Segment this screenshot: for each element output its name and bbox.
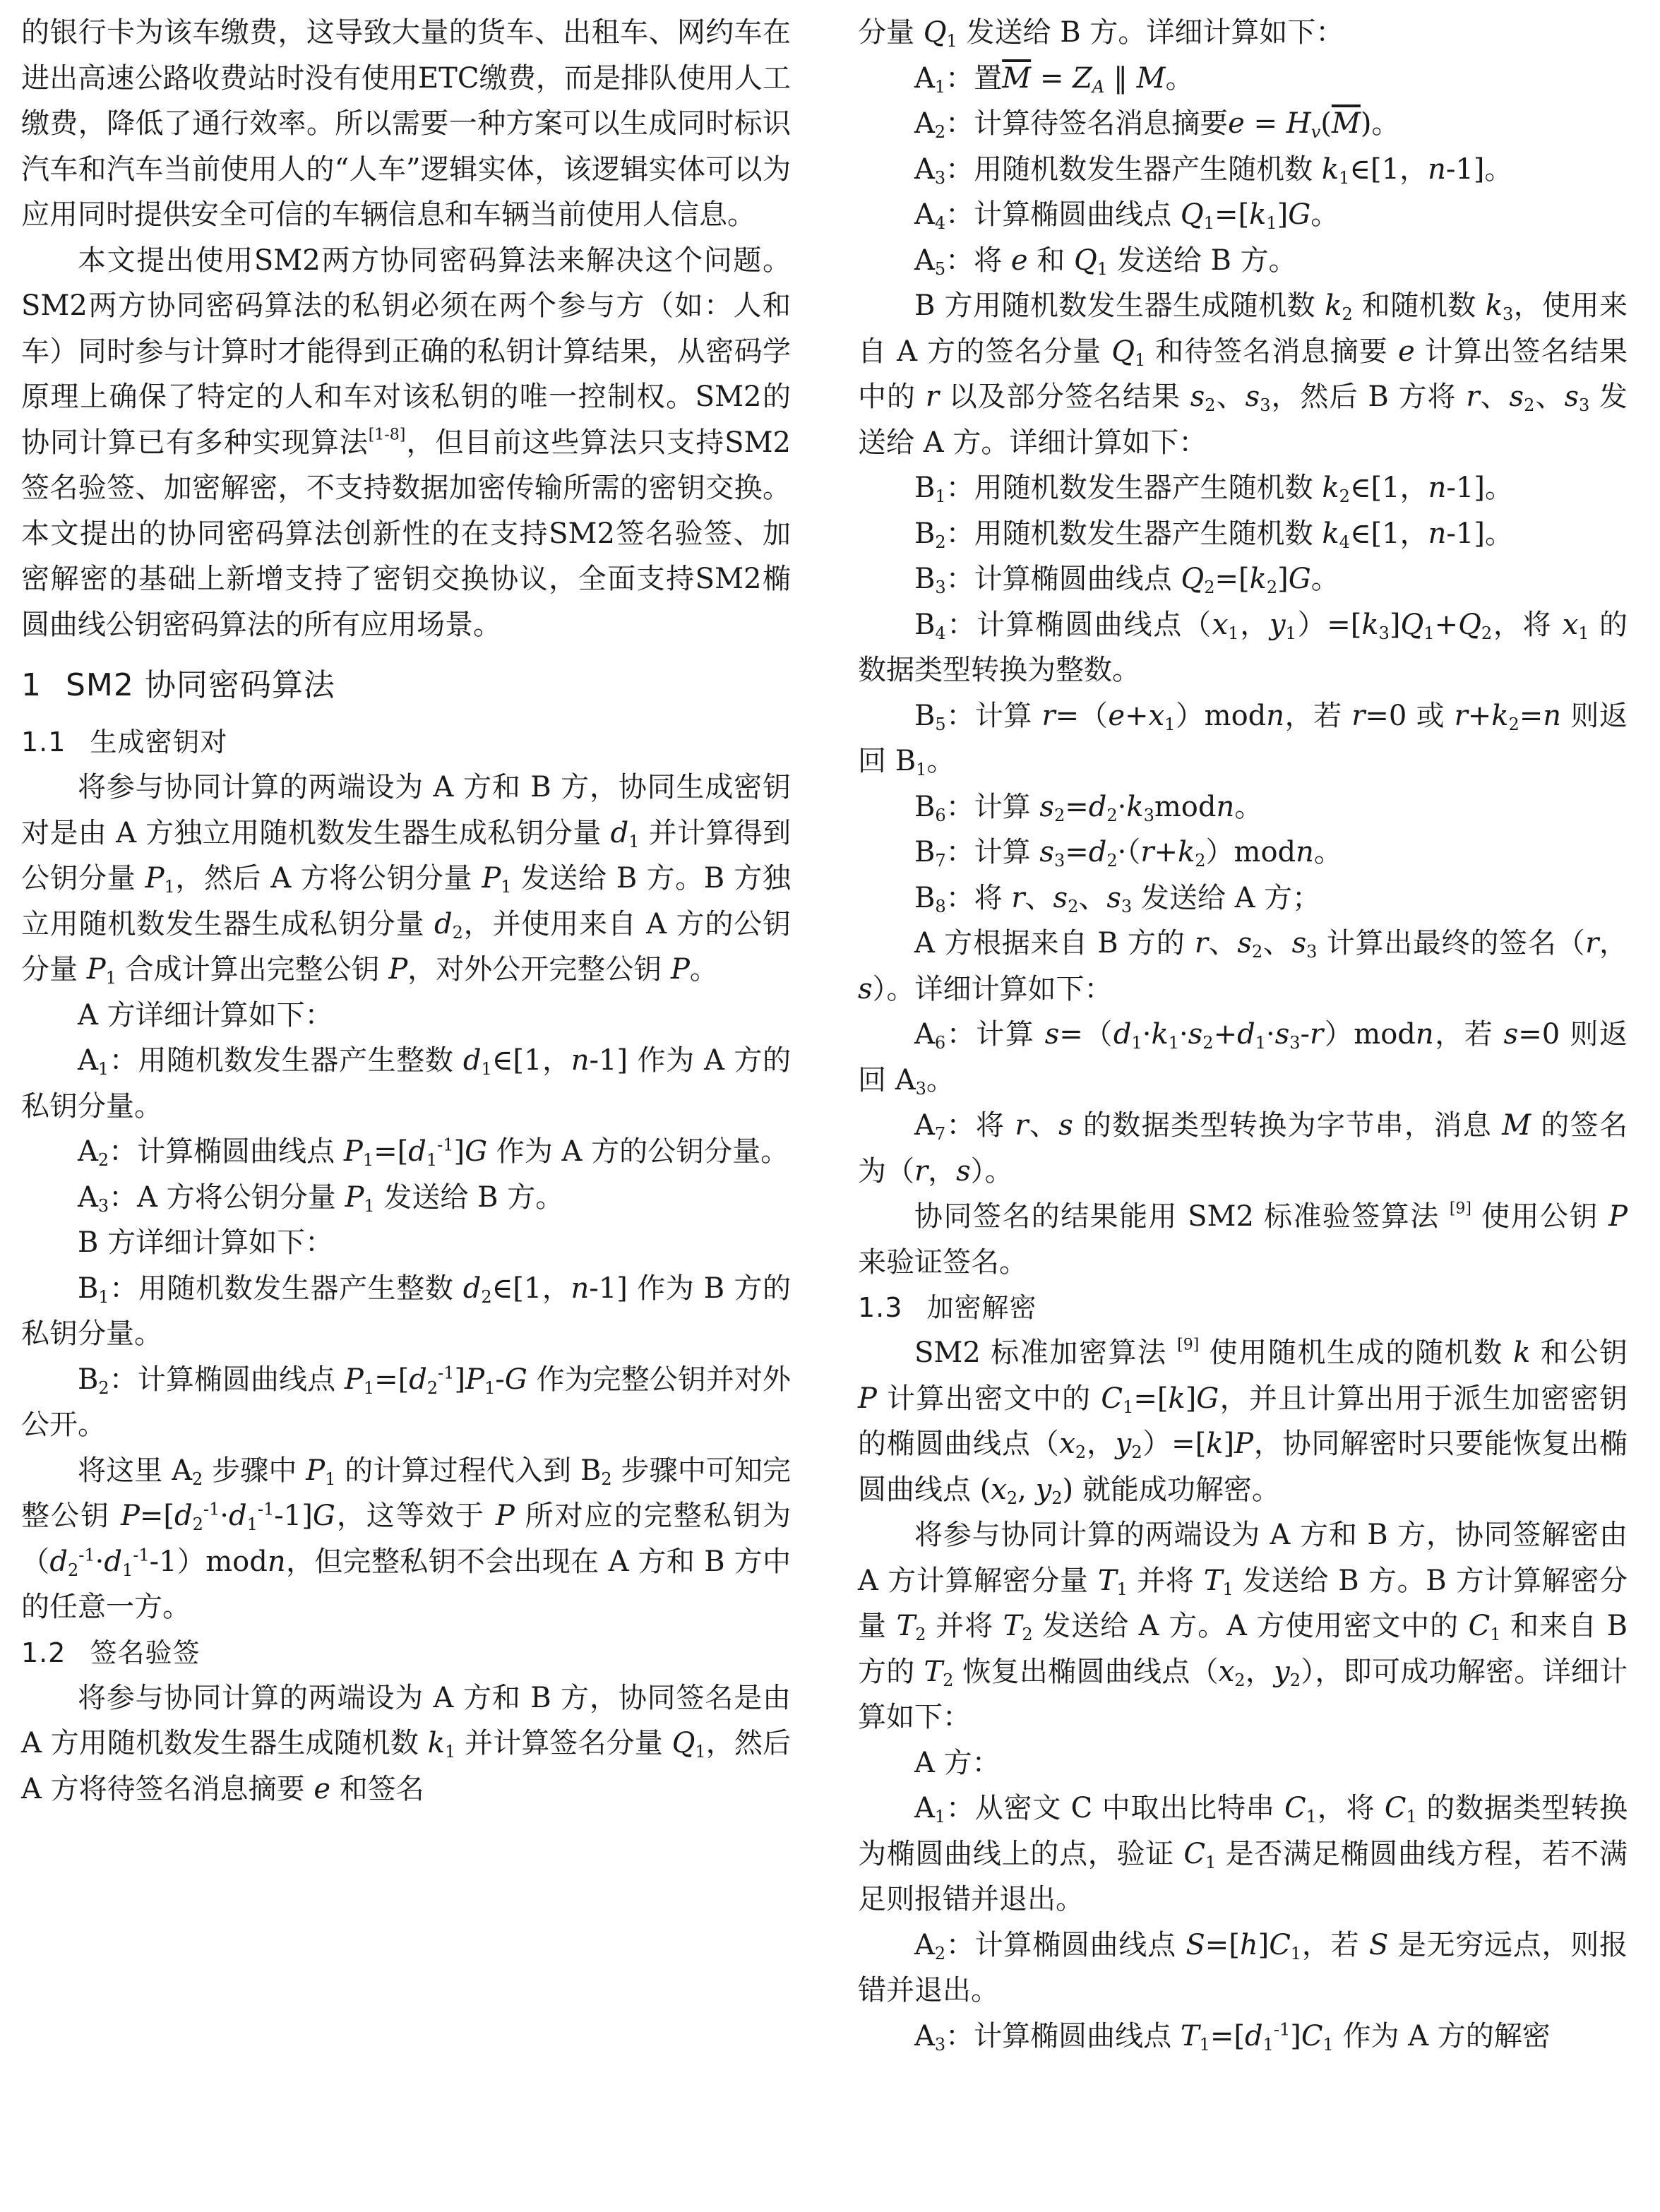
paragraph-text: ，但目前这些算法只支持SM2签名验签、加密解密，不支持数据加密传输所需的密钥交换。本文提出的协同密码算法创新性的在支持SM2签名验签、加密解密的基础上新增支持了密钥交换协议，全面支持SM2椭圆曲线公钥密码算法的所有应用场景。 [21,426,791,641]
citation: [1-8] [368,425,406,443]
section-number: 1.2 [21,1637,66,1668]
step: $A_4$：计算椭圆曲线点 $Q_1=[k_1]G$。 [914,198,1339,234]
paragraph: A 方： [914,1746,1001,1779]
step: $B_5$：计算 $r=(e+x_1)modn$，若 r=0 或 $r+k_2=n$ 则返回 $B_1$。 [858,699,1628,780]
section-heading [21,657,791,714]
subsection-heading [21,1630,791,1675]
paragraph: B 方用随机数发生器生成随机数 $k_2$ 和随机数 $k_3$，使用来自 A 方的签名分量 $Q_1$ 和待签名消息摘要 e 计算出签名结果中的 r 以及部分签名结果 $s_2$、$s_3$，然后 B 方将 r、$s_2$、$s_3$ 发送给 A 方。详细计算如下： [858,289,1628,459]
step-text: ：A 方将公钥分量 [109,1180,336,1214]
step: $A_7$：将 r、s 的数据类型转换为字节串，消息 M 的签名为（r，s）。 [858,1109,1628,1188]
step: $B_2$：计算椭圆曲线点 $P_1=[d_2^{-1}]P_1-G$ 作为完整公钥并对外公开。 [21,1363,791,1441]
step: $A_3$：用随机数发生器产生随机数 $k_1\in[1$，n-1]。 [914,153,1513,188]
paragraph: 将参与协同计算的两端设为 A 方和 B 方，协同签解密由 A 方计算解密分量 $T_1$ 并将 $T_1$ 发送给 B 方。B 方计算解密分量 $T_2$ 并将 $T_2$ 发送给 A 方。A 方使用密文中的 $C_1$ 和来自 B 方的 $T_2$ 恢复出椭圆曲线点（$x_2$，$y_2$），即可成功解密。详细计算如下： [858,1519,1628,1733]
step: $A_2$：计算待签名消息摘要$e = H_v(\overline{M})$。 [914,107,1400,143]
paragraph: A 方根据来自 B 方的 r、$s_2$、$s_3$ 计算出最终的签名（r，s）。详细计算如下： [858,927,1628,1005]
step: $B_7$：计算 $s_3=d_2\cdot(r+k_2)modn$。 [914,836,1342,871]
left-column [21,10,791,1812]
paragraph: B 方详细计算如下： [78,1226,334,1259]
paragraph-text: 本文提出使用SM2两方协同密码算法来解决这个问题。SM2两方协同密码算法的私钥必须在两个参与方（如：人和车）同时参与计算时才能得到正确的私钥计算结果，从密码学原理上确保了特定的人和车对该私钥的唯一控制权。SM2的协同计算已有多种实现算法 [21,244,791,459]
section-title: 加密解密 [926,1292,1037,1323]
subsection-heading [858,1285,1628,1330]
section-number: 1.3 [858,1292,903,1323]
section-title: 签名验签 [90,1637,201,1668]
step: $A_3$：A 方将公钥分量 $P_1$ 发送给 B 方。 [78,1180,564,1216]
paragraph: 将参与协同计算的两端设为 A 方和 B 方，协同生成密钥对是由 A 方独立用随机数发生器生成私钥分量 $d_1$ 并计算得到公钥分量 $P_1$，然后 A 方将公钥分量 $P_1$ 发送给 B 方。B 方独立用随机数发生器生成私钥分量 $d_2$，并使用来自 A 方的公钥分量 $P_1$ 合成计算出完整公钥 P，对外公开完整公钥 P。 [21,771,792,988]
step: $A_6$：计算 $s=(d_1\cdot k_1\cdot s_2+d_1\cdot s_3-r)modn$，若 s=0 则返回 $A_3$。 [858,1018,1628,1099]
paragraph: 将参与协同计算的两端设为 A 方和 B 方，协同签名是由 A 方用随机数发生器生成随机数 $k_1$ 并计算签名分量 $Q_1$，然后 A 方将待签名消息摘要 e 和签名 [21,1681,791,1805]
step: $B_2$：用随机数发生器产生随机数 $k_4\in[1$，n-1]。 [914,517,1513,552]
step: $B_4$：计算椭圆曲线点（$x_1$，$y_1)=[k_3]Q_1+Q_2$，将 $x_1$ 的数据类型转换为整数。 [858,608,1628,686]
section-number: 1 [21,667,42,703]
step: $A_5$：将 e 和 $Q_1$ 发送给 B 方。 [914,244,1297,279]
paragraph [21,238,791,648]
step: $B_1$：用随机数发生器产生随机数 $k_2\in[1$，n-1]。 [914,472,1513,507]
right-column [858,10,1628,2059]
step: $A_3$：计算椭圆曲线点 $T_1=[d_1^{-1}]C_1$ 作为 A 方的解密 [914,2019,1551,2055]
step: $A_2$：计算椭圆曲线点 $P_1=[d_1^{-1}]G$ 作为 A 方的公钥分量。 [78,1135,789,1171]
paragraph: 分量 $Q_1$ 发送给 B 方。详细计算如下： [858,16,1344,52]
paragraph: A 方详细计算如下： [78,998,333,1032]
section-title: 生成密钥对 [90,727,228,758]
step: $A_1$：用随机数发生器产生整数 $d_1\in[1$，n-1] 作为 A 方的私钥分量。 [21,1044,791,1123]
step: $B_8$：将 r、$s_2$、$s_3$ 发送给 A 方； [914,881,1321,916]
step: $A_1$：置$\overline{M} = Z_A$ ‖ M。 [914,61,1194,97]
paragraph: SM2 标准加密算法 [9] 使用随机生成的随机数 k 和公钥 P 计算出密文中的 $C_1=[k]G$，并且计算出用于派生加密密钥的椭圆曲线点（$x_2$，$y_2)=[k]P$，协同解密时只要能恢复出椭圆曲线点 ($x_2$, $y_2$) 就能成功解密。 [858,1336,1628,1508]
step: $B_6$：计算 $s_2=d_2\cdot k_3modn$。 [914,790,1263,825]
subsection-heading [21,719,791,765]
paragraph: 将这里 $A_2$ 步骤中 $P_1$ 的计算过程代入到 $B_2$ 步骤中可知完整公钥 $P=[d_2^{-1}\cdot d_1^{-1}-1]G$，这等效于 P 所对应的完整私钥为$(d_2^{-1}\cdot d_1^{-1}-1)modn$，但完整私钥不会出现在 A 方和 B 方中的任意一方。 [21,1454,792,1623]
paragraph: 的银行卡为该车缴费，这导致大量的货车、出租车、网约车在进出高速公路收费站时没有使用ETC缴费，而是排队使用人工缴费，降低了通行效率。所以需要一种方案可以生成同时标识汽车和汽车当前使用人的“人车”逻辑实体，该逻辑实体可以为应用同时提供安全可信的车辆信息和车辆当前使用人信息。 [21,16,791,231]
section-title: SM2 协同密码算法 [66,667,335,703]
step: $B_3$：计算椭圆曲线点 $Q_2=[k_2]G$。 [914,563,1339,598]
step: $B_1$：用随机数发生器产生整数 $d_2\in[1$，n-1] 作为 B 方的私钥分量。 [21,1272,792,1350]
step: $A_2$：计算椭圆曲线点 $S=[h]C_1$，若 S 是无穷远点，则报错并退出。 [858,1928,1628,2007]
step: $A_1$：从密文 C 中取出比特串 $C_1$，将 $C_1$ 的数据类型转换为椭圆曲线上的点，验证 $C_1$ 是否满足椭圆曲线方程，若不满足则报错并退出。 [858,1792,1628,1915]
paragraph: 协同签名的结果能用 SM2 标准验签算法 [9] 使用公钥 P 来验证签名。 [858,1200,1628,1279]
section-number: 1.1 [21,727,66,758]
